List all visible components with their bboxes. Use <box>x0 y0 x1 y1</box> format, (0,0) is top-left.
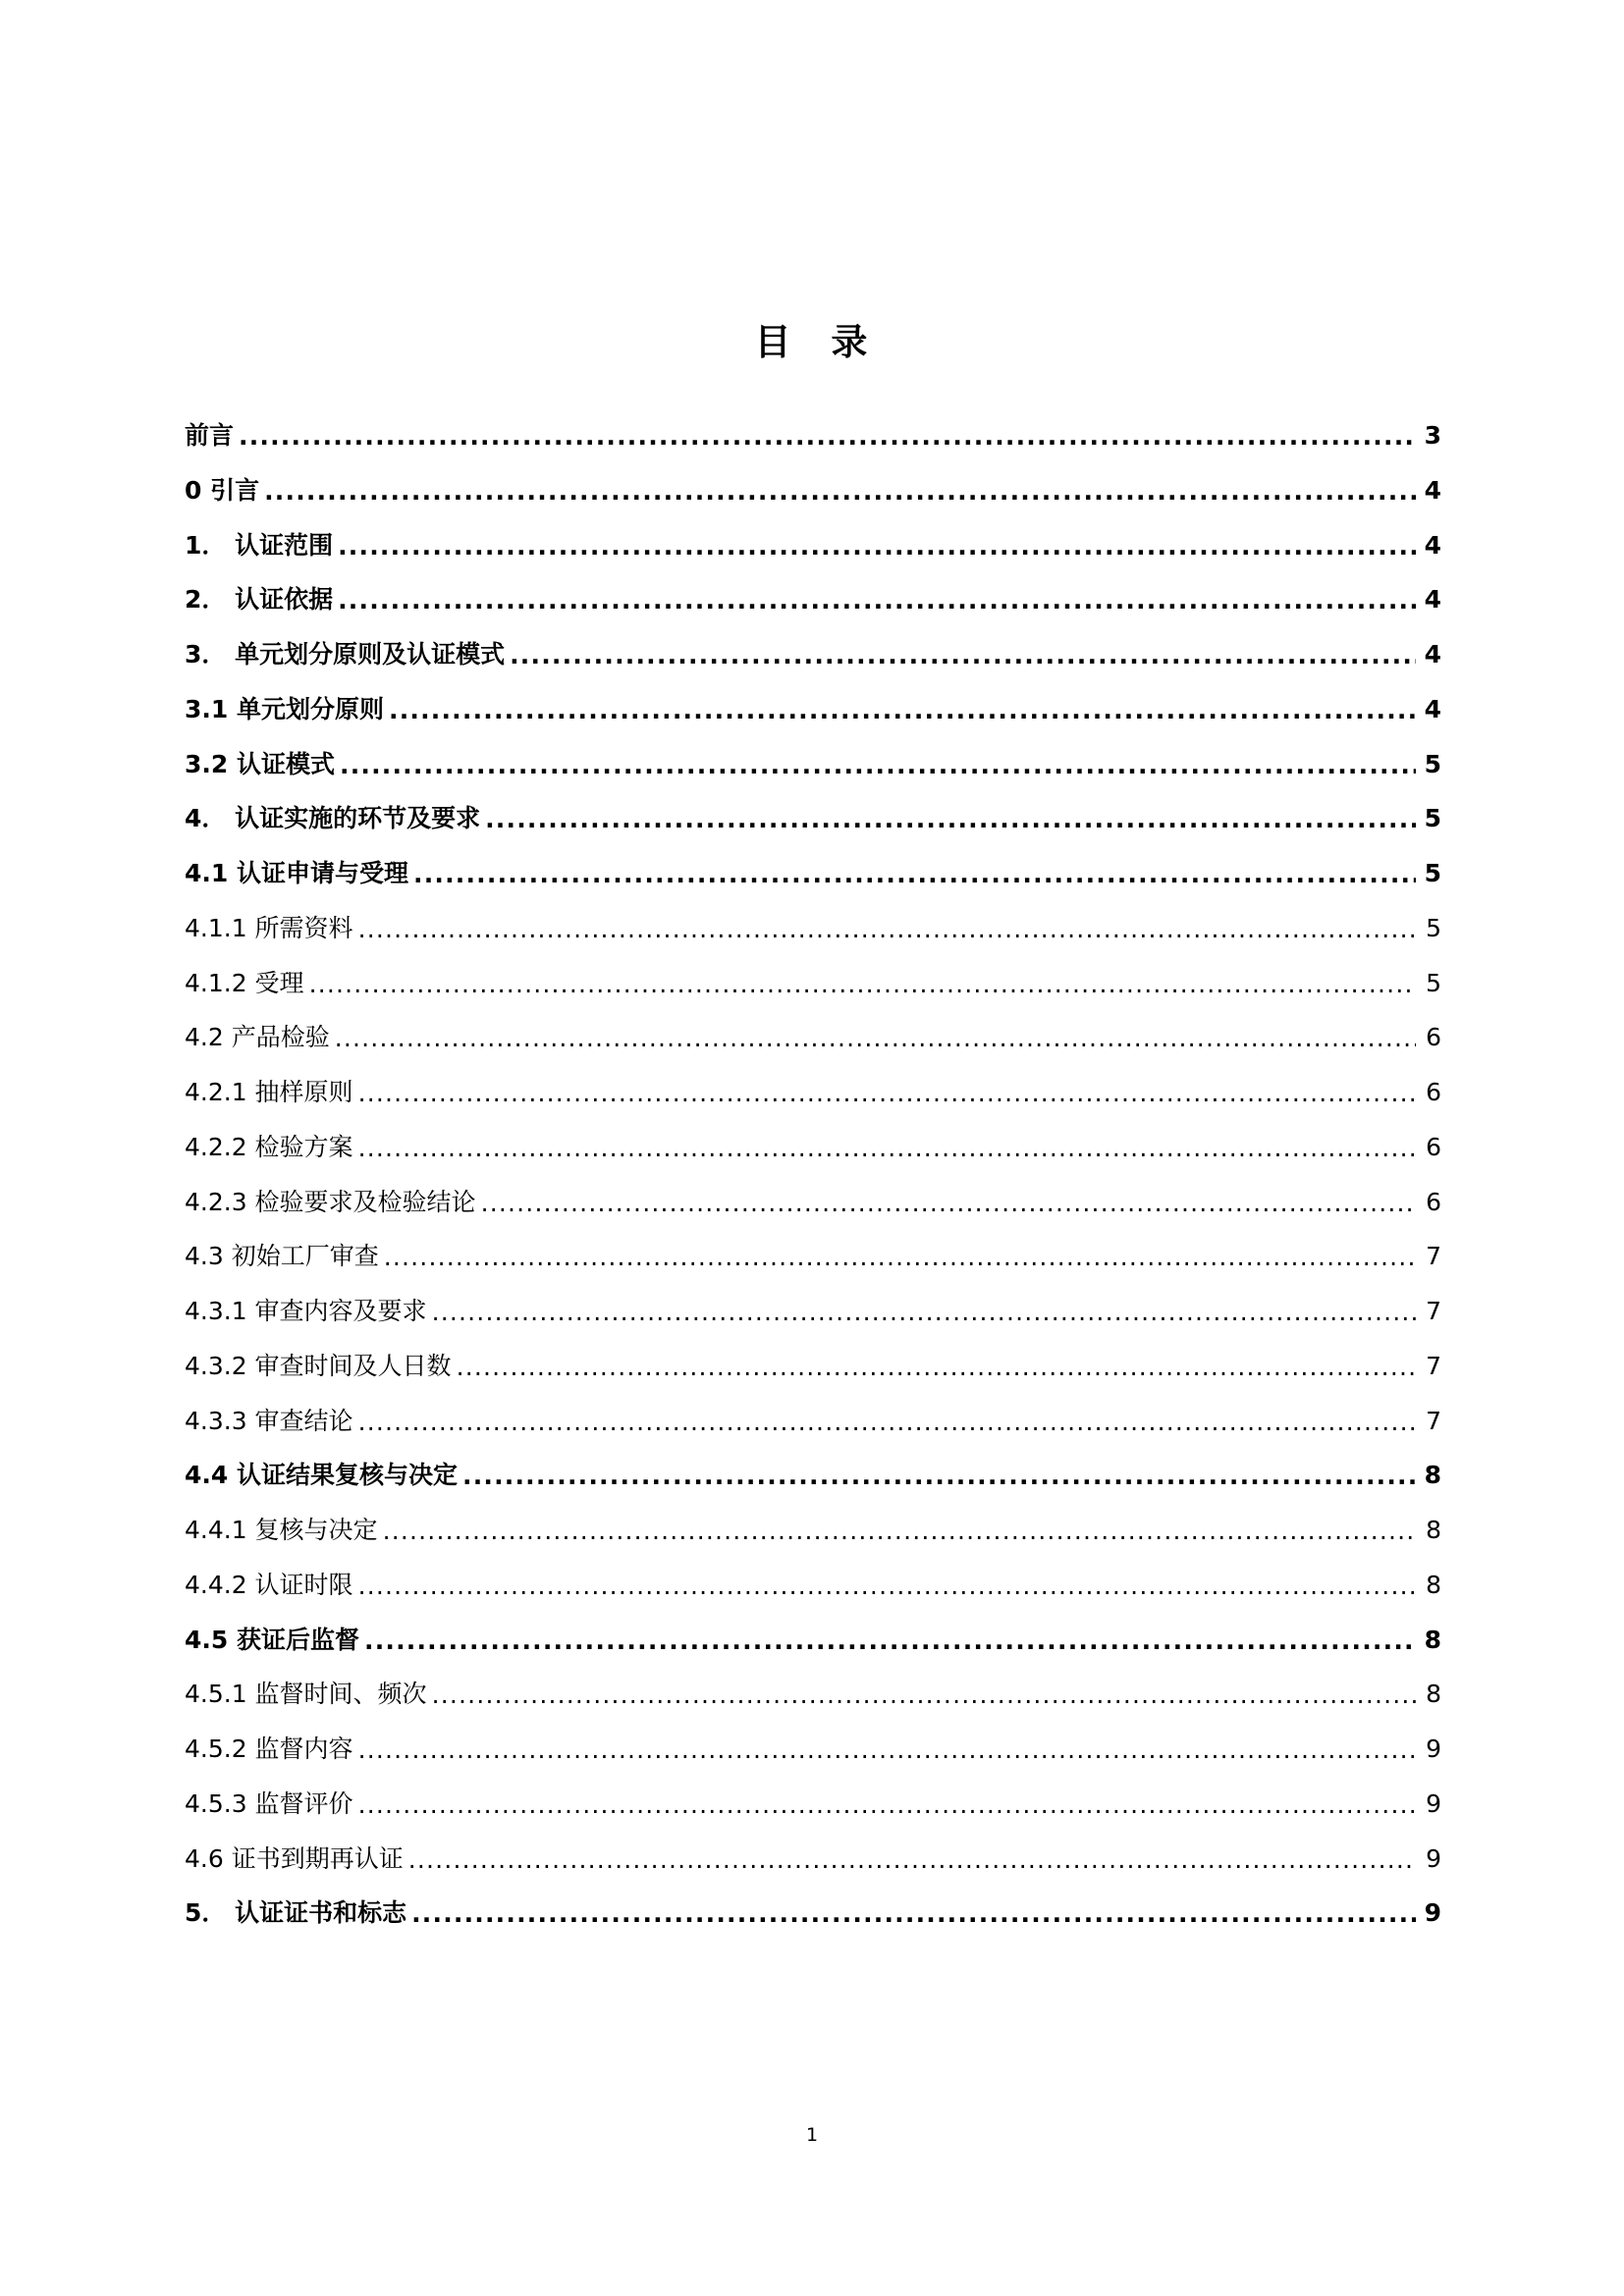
toc-entry[interactable] <box>185 477 1441 506</box>
toc-entry[interactable] <box>185 970 1441 998</box>
toc-entry[interactable] <box>185 1462 1441 1490</box>
toc-entry-page: 7 <box>1426 1351 1441 1380</box>
toc-entry-page: 7 <box>1426 1406 1441 1435</box>
toc-entry-page: 4 <box>1424 694 1441 723</box>
toc-entry[interactable] <box>185 1845 1441 1874</box>
page-content <box>185 312 1441 1954</box>
toc-entry[interactable] <box>185 1408 1441 1436</box>
toc-entry-page: 7 <box>1426 1297 1441 1325</box>
toc-entry-label: 3． 单元划分原则及认证模式 <box>185 640 506 668</box>
toc-leader-dots <box>358 1083 1416 1104</box>
toc-entry-label: 4.4.1 复核与决定 <box>185 1516 378 1544</box>
toc-entry[interactable] <box>185 1572 1441 1600</box>
toc-leader-dots <box>335 1028 1416 1049</box>
toc-entry-label: 3.2 认证模式 <box>185 749 335 778</box>
toc-entry-label: 0 引言 <box>185 475 260 505</box>
toc-entry-page: 5 <box>1426 968 1441 997</box>
table-of-contents <box>185 422 1441 1928</box>
toc-entry[interactable] <box>185 1243 1441 1271</box>
toc-entry-page: 4 <box>1424 640 1441 668</box>
toc-entry[interactable] <box>185 1627 1441 1655</box>
toc-entry-label: 4.4 认证结果复核与决定 <box>185 1461 458 1490</box>
toc-leader-dots <box>239 426 1416 448</box>
toc-leader-dots <box>485 809 1416 830</box>
toc-leader-dots <box>358 1138 1416 1159</box>
toc-entry-label: 4.3 初始工厂审查 <box>185 1242 379 1271</box>
toc-entry-page: 8 <box>1424 1625 1441 1654</box>
toc-leader-dots <box>309 973 1416 994</box>
toc-entry[interactable] <box>185 860 1441 888</box>
toc-entry-label: 5． 认证证书和标志 <box>185 1898 407 1928</box>
toc-entry[interactable] <box>185 1079 1441 1107</box>
toc-leader-dots <box>462 1466 1416 1487</box>
toc-entry[interactable] <box>185 422 1441 451</box>
toc-leader-dots <box>457 1357 1416 1378</box>
toc-entry[interactable] <box>185 1189 1441 1217</box>
toc-entry-page: 8 <box>1426 1516 1441 1544</box>
toc-leader-dots <box>432 1684 1416 1706</box>
toc-leader-dots <box>358 1411 1416 1432</box>
toc-entry-label: 4.3.3 审查结论 <box>185 1406 353 1435</box>
toc-entry-page: 5 <box>1424 859 1441 887</box>
toc-entry-label: 4.3.2 审查时间及人日数 <box>185 1351 452 1380</box>
toc-entry[interactable] <box>185 751 1441 779</box>
toc-entry-page: 8 <box>1426 1680 1441 1709</box>
toc-leader-dots <box>358 1575 1416 1597</box>
toc-entry-page: 9 <box>1426 1789 1441 1818</box>
footer-page-number: 1 <box>805 2124 819 2146</box>
toc-entry-label: 4.2.3 检验要求及检验结论 <box>185 1187 476 1216</box>
toc-entry-page: 6 <box>1426 1078 1441 1106</box>
toc-entry-page: 3 <box>1424 421 1441 450</box>
toc-entry-label: 4.1 认证申请与受理 <box>185 859 408 887</box>
toc-entry-page: 6 <box>1426 1023 1441 1052</box>
toc-entry[interactable] <box>185 532 1441 561</box>
toc-entry[interactable] <box>185 915 1441 943</box>
toc-leader-dots <box>264 481 1416 503</box>
toc-entry-page: 5 <box>1424 804 1441 833</box>
toc-leader-dots <box>432 1302 1416 1323</box>
toc-entry-label: 2． 认证依据 <box>185 585 334 614</box>
toc-entry-page: 4 <box>1424 585 1441 614</box>
toc-entry-page: 9 <box>1426 1843 1441 1873</box>
page-title: 目 录 <box>754 321 882 363</box>
toc-entry-page: 4 <box>1424 530 1441 560</box>
toc-entry[interactable] <box>185 1134 1441 1162</box>
toc-leader-dots <box>364 1629 1416 1651</box>
toc-entry-page: 8 <box>1424 1461 1441 1490</box>
toc-entry[interactable] <box>185 805 1441 833</box>
toc-entry-label: 4． 认证实施的环节及要求 <box>185 804 481 833</box>
toc-entry[interactable] <box>185 1298 1441 1326</box>
toc-entry-label: 4.2.2 检验方案 <box>185 1132 353 1161</box>
toc-entry-page: 8 <box>1426 1570 1441 1599</box>
toc-leader-dots <box>338 535 1416 557</box>
toc-entry-page: 9 <box>1426 1735 1441 1763</box>
toc-leader-dots <box>389 700 1416 721</box>
toc-entry-page: 9 <box>1424 1898 1441 1928</box>
toc-entry-page: 5 <box>1426 913 1441 942</box>
toc-leader-dots <box>411 1903 1416 1925</box>
toc-entry-label: 3.1 单元划分原则 <box>185 694 384 723</box>
toc-leader-dots <box>413 864 1416 885</box>
toc-leader-dots <box>383 1521 1416 1542</box>
toc-entry[interactable] <box>185 1353 1441 1381</box>
toc-entry-label: 4.1.1 所需资料 <box>185 913 353 942</box>
toc-leader-dots <box>384 1247 1416 1268</box>
toc-entry[interactable] <box>185 1899 1441 1928</box>
toc-leader-dots <box>340 754 1416 775</box>
toc-leader-dots <box>338 590 1416 612</box>
toc-entry[interactable] <box>185 641 1441 669</box>
toc-entry-page: 6 <box>1426 1187 1441 1216</box>
toc-entry[interactable] <box>185 1790 1441 1819</box>
toc-entry-label: 4.1.2 受理 <box>185 968 304 997</box>
toc-entry-label: 4.2.1 抽样原则 <box>185 1078 353 1106</box>
toc-entry-label: 4.2 产品检验 <box>185 1023 330 1052</box>
toc-leader-dots <box>358 1794 1416 1816</box>
toc-entry[interactable] <box>185 1517 1441 1545</box>
toc-entry-label: 4.5.3 监督评价 <box>185 1789 353 1818</box>
toc-entry-page: 6 <box>1426 1132 1441 1161</box>
toc-entry-page: 7 <box>1426 1242 1441 1271</box>
toc-entry-page: 5 <box>1424 749 1441 778</box>
toc-leader-dots <box>358 1739 1416 1761</box>
toc-entry-label: 4.6 证书到期再认证 <box>185 1843 404 1873</box>
toc-entry-label: 4.3.1 审查内容及要求 <box>185 1297 427 1325</box>
toc-entry[interactable] <box>185 1024 1441 1052</box>
toc-entry[interactable] <box>185 1735 1441 1764</box>
toc-leader-dots <box>408 1848 1416 1870</box>
toc-entry[interactable] <box>185 586 1441 614</box>
toc-leader-dots <box>358 919 1416 940</box>
toc-entry[interactable] <box>185 696 1441 724</box>
toc-entry-label: 4.5.2 监督内容 <box>185 1735 353 1763</box>
toc-leader-dots <box>510 645 1416 667</box>
toc-entry-label: 4.4.2 认证时限 <box>185 1570 353 1599</box>
toc-leader-dots <box>481 1192 1416 1213</box>
toc-entry[interactable] <box>185 1681 1441 1709</box>
toc-entry-label: 4.5 获证后监督 <box>185 1625 359 1654</box>
toc-entry-label: 1． 认证范围 <box>185 530 334 560</box>
toc-entry-label: 前言 <box>185 421 235 450</box>
toc-entry-page: 4 <box>1424 475 1441 505</box>
toc-entry-label: 4.5.1 监督时间、频次 <box>185 1680 427 1709</box>
